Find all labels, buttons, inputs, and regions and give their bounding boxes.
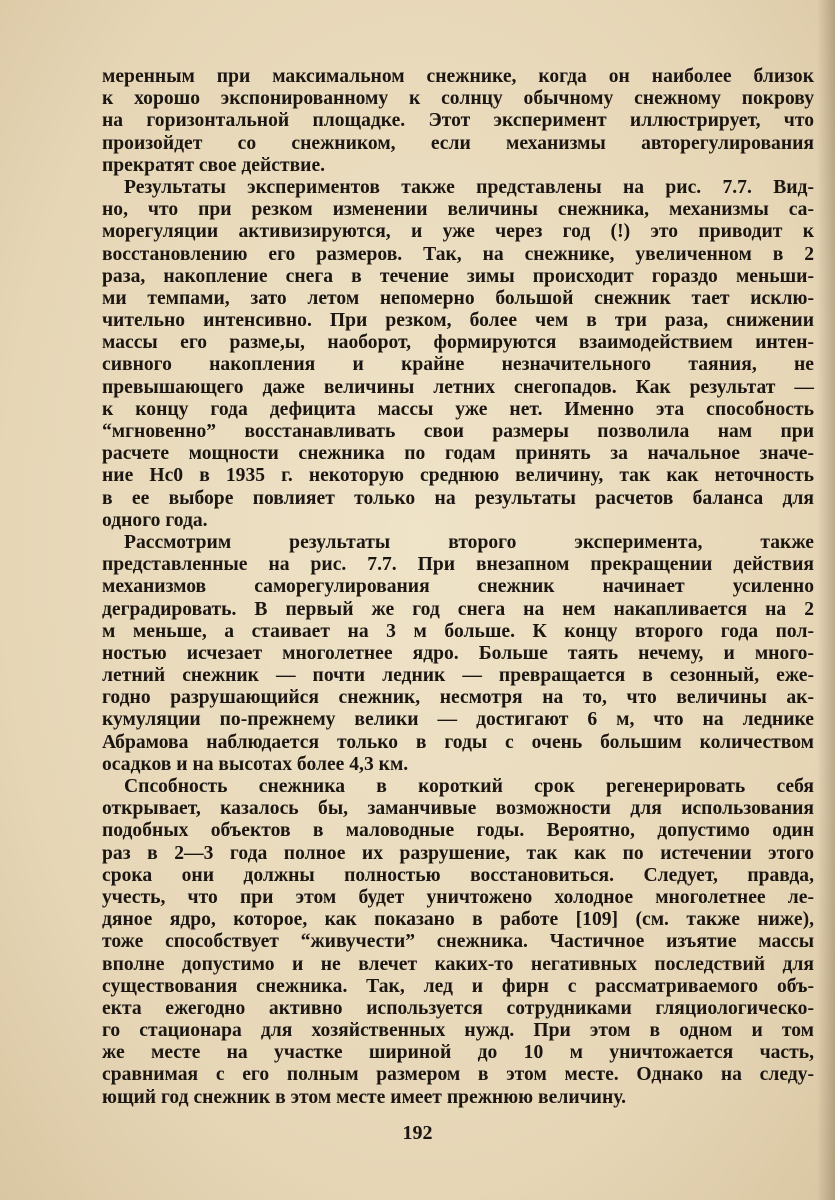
text-line: механизмов саморегулирования снежник начинает усиленно [102,576,814,598]
text-line: к концу года дефицита массы уже нет. Именно эта способность [102,398,814,420]
text-line: массы его разме,ы, наоборот, формируются взаимодействием интен- [102,332,814,354]
text-line: деградировать. В первый же год снега на нем накапливается на 2 [102,598,814,620]
text-line: Спсобность снежника в короткий срок регенерировать себя [124,776,814,797]
text-line: Абрамова наблюдается только в годы с очень большим количеством [102,731,814,753]
page-spine-shadow [817,0,835,1200]
text-line: в ее выборе повлияет только на результаты расчетов баланса для [102,487,814,509]
text-line: тоже способствует “живучести” снежника. Частичное изъятие массы [102,931,814,953]
text-line: Результаты экспериментов также представлены на рис. 7.7. Вид- [124,176,814,198]
text-line: дяное ядро, которое, как показано в работе [109] (см. также ниже), [102,909,814,931]
text-line: “мгновенно” восстанавливать свои размеры позволила нам при [102,421,814,442]
text-line: подобных объектов в маловодные годы. Вероятно, допустимо один [102,820,814,842]
text-line: ющий год снежник в этом месте имеет прежнюю величину. [102,1086,626,1108]
text-line: м меньше, а стаивает на 3 м больше. К концу второго года пол- [102,620,814,642]
text-line: одного года. [102,509,208,531]
text-line: представленные на рис. 7.7. При внезапном прекращении действия [102,554,814,576]
page-number: 192 [402,1122,433,1144]
text-line: же месте на участке шириной до 10 м уничтожается часть, [102,1042,814,1064]
text-line: восстановлению его размеров. Так, на снежнике, увеличенном в 2 [102,243,814,265]
text-line: расчете мощности снежника по годам принять за начальное значе- [102,443,814,465]
text-line: на горизонтальной площадке. Этот эксперимент иллюстрирует, что [102,110,814,132]
text-line: раз в 2—3 года полное их разрушение, так как по истечении этого [102,842,814,864]
text-line: осадков и на высотах более 4,3 км. [102,753,409,775]
text-line: раза, накопление снега в течение зимы происходит гораздо меньши- [102,265,814,287]
text-line: екта ежегодно активно используется сотрудниками гляциологическо- [102,997,814,1019]
text-line: срока они должны полностью восстановиться. Следует, правда, [102,864,814,886]
text-line: сравнимая с его полным размером в этом месте. Однако на следу- [102,1064,814,1086]
text-line: прекратят свое действие. [102,154,326,176]
text-line: существования снежника. Так, лед и фирн с рассматриваемого объ- [102,975,814,997]
text-line: вполне допустимо и не влечет каких-то негативных последствий для [102,953,814,975]
text-line: морегуляции активизируются, и уже через год (!) это приводит к [102,221,814,243]
text-line: превышающего даже величины летних снегопадов. Как результат — [102,376,814,398]
text-line: чительно интенсивно. При резком, более чем в три раза, снижении [102,310,814,332]
text-line: но, что при резком изменении величины снежника, механизмы са- [102,199,814,221]
text-line: ми темпами, зато летом непомерно большой снежник тает исклю- [102,287,814,309]
text-line: открывает, казалось бы, заманчивые возможности для использования [102,798,814,820]
text-line: го стационара для хозяйственных нужд. При этом в одном и том [102,1020,814,1042]
text-line: произойдет со снежником, если механизмы авторегулирования [102,132,814,154]
text-line: летний снежник — почти ледник — превращается в сезонный, еже- [102,665,814,687]
text-line: учесть, что при этом будет уничтожено холодное многолетнее ле- [102,886,814,908]
text-line: меренным при максимальном снежнике, когда он наиболее близок [102,66,814,87]
text-line: кумуляции по-прежнему велики — достигают 6 м, что на леднике [102,709,814,731]
text-line: к хорошо экспонированному к солнцу обычному снежному покрову [102,88,814,110]
text-line: ние Hс0 в 1935 г. некоторую среднюю величину, так как неточность [102,465,814,487]
text-line: ностью исчезает многолетнее ядро. Больше таять нечему, и много- [102,642,814,664]
text-line: годно разрушающийся снежник, несмотря на то, что величины ак- [102,687,814,709]
body-text [102,66,814,1109]
text-line: сивного накопления и крайне незначительного таяния, не [102,354,814,376]
text-line: Рассмотрим результаты второго эксперимента, также [124,531,814,553]
